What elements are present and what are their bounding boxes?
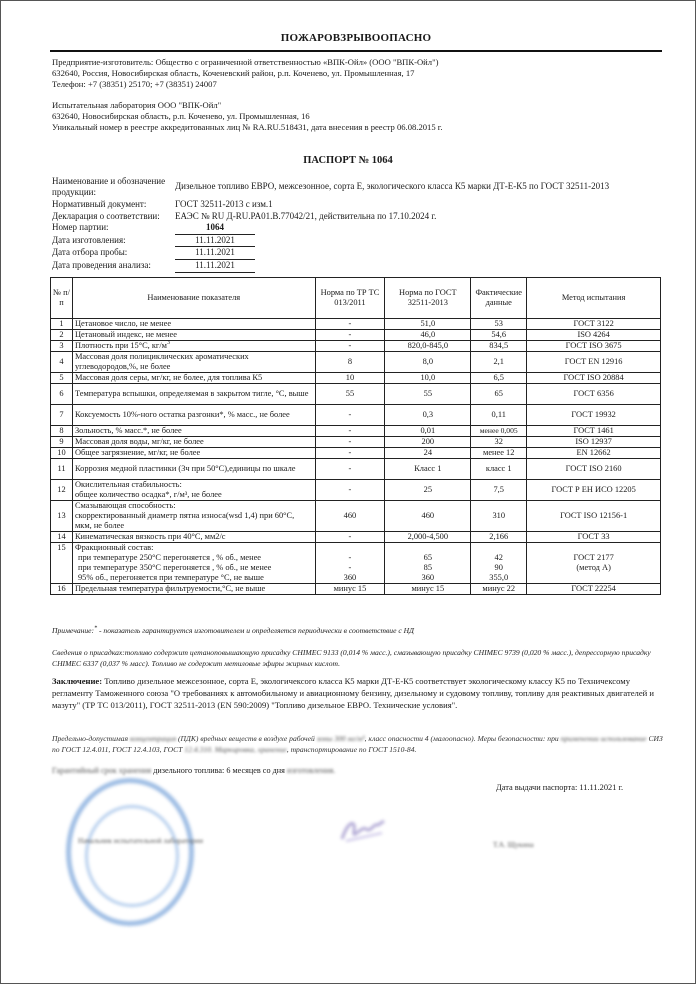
- row-actual: минус 22: [471, 584, 527, 595]
- row-actual: 32: [471, 437, 527, 448]
- row-name: [72, 480, 315, 501]
- sub-gost-2: 85: [423, 563, 432, 572]
- row-gost: минус 15: [385, 584, 471, 595]
- row-gost: 46,0: [385, 330, 471, 341]
- table-row: [51, 480, 661, 501]
- row-actual: 2,1: [471, 352, 527, 373]
- row-gost: Класс 1: [385, 459, 471, 480]
- laboratory-name: Испытательная лаборатория ООО "ВПК-Ойл": [52, 100, 222, 110]
- batch-label: Номер партии:: [52, 222, 109, 233]
- row-actual: 310: [471, 501, 527, 532]
- manufacture-date-label: Дата изготовления:: [52, 234, 126, 245]
- row-num: 1: [51, 319, 73, 330]
- sub-gost-3: 360: [421, 573, 435, 582]
- method-line2: (метод А): [576, 563, 611, 572]
- row-gost: 55: [385, 384, 471, 405]
- table-row: [51, 459, 661, 480]
- warranty-info: [52, 766, 335, 775]
- row-name-line1: Окислительная стабильность:: [74, 480, 182, 489]
- row-num: 9: [51, 437, 73, 448]
- row-actual: 54,6: [471, 330, 527, 341]
- stamp-inner-ring: [85, 805, 179, 907]
- declaration-label: Декларация о соответствии:: [52, 210, 160, 221]
- row-trts: 8: [315, 352, 385, 373]
- row-gost: 460: [385, 501, 471, 532]
- method-line1: ГОСТ 2177: [573, 553, 614, 562]
- row-gost: 51,0: [385, 319, 471, 330]
- row-actual: 53: [471, 319, 527, 330]
- row-method: ГОСТ 22254: [527, 584, 661, 595]
- row-gost: 25: [385, 480, 471, 501]
- row-method: ГОСТ 1461: [527, 426, 661, 437]
- table-row: [51, 352, 661, 373]
- row-method: ГОСТ ISO 20884: [527, 373, 661, 384]
- row-gost: 10,0: [385, 373, 471, 384]
- row-actual: 834,5: [471, 341, 527, 352]
- sub-actual-3: 355,0: [489, 573, 509, 582]
- row-method: ГОСТ 6356: [527, 384, 661, 405]
- header-actual: Фактические данные: [471, 278, 527, 319]
- table-row: [51, 373, 661, 384]
- warranty-text-blurred: Гарантийный срок хранения: [52, 766, 152, 775]
- product-label: Наименование и обозначение продукции:: [52, 176, 166, 197]
- safety-text-blurred: применении использование: [560, 734, 647, 743]
- row-gost: 820,0-845,0: [385, 341, 471, 352]
- row-gost: 8,0: [385, 352, 471, 373]
- passport-title: ПАСПОРТ № 1064: [303, 155, 393, 166]
- row-num: 8: [51, 426, 73, 437]
- row-num: 13: [51, 501, 73, 532]
- normative-value: ГОСТ 32511-2013 с изм.1: [175, 199, 273, 209]
- row-name: Кинематическая вязкость при 40°С, мм2/с: [72, 532, 315, 543]
- table-row: [51, 330, 661, 341]
- sub-actual-1: 42: [494, 553, 503, 562]
- row-gost: 24: [385, 448, 471, 459]
- signature-mark: [338, 815, 388, 845]
- table-row: [51, 584, 661, 595]
- position-label: Начальник испытательной лаборатории: [78, 836, 204, 845]
- row-trts: -: [315, 437, 385, 448]
- row-method: ГОСТ ISO 12156-1: [527, 501, 661, 532]
- manufacture-date-value: 11.11.2021: [175, 235, 255, 248]
- row-trts: -: [315, 459, 385, 480]
- sub-trts-1: -: [348, 553, 352, 562]
- sampling-date-label: Дата отбора пробы:: [52, 247, 128, 258]
- row-method: ГОСТ ISO 3675: [527, 341, 661, 352]
- row-trts: -: [315, 426, 385, 437]
- row-num: 12: [51, 480, 73, 501]
- header-norm-trts: Норма по ТР ТС 013/2011: [315, 278, 385, 319]
- safety-text: , класс опасности 4 (малоопасно). Меры безопасности: при: [364, 734, 561, 743]
- row-name-line1: Фракционный состав:: [74, 543, 154, 552]
- conclusion-label: Заключение:: [52, 676, 103, 686]
- table-row: [51, 543, 661, 584]
- row-actual: менее 12: [471, 448, 527, 459]
- specification-table: [50, 277, 661, 595]
- row-name: Зольность, % масс.*, не более: [72, 426, 315, 437]
- safety-text: Предельно-допустимая: [52, 734, 130, 743]
- row-trts: 460: [315, 501, 385, 532]
- product-value: Дизельное топливо ЕВРО, межсезонное, сорта Е, экологического класса К5 марки ДТ-Е-К5 по ГОСТ 32511-2013: [175, 181, 610, 191]
- row-actual: менее 0,005: [471, 426, 527, 437]
- header-num: № п/п: [51, 278, 73, 319]
- stamp-seal: [66, 778, 194, 926]
- row-num: 3: [51, 341, 73, 352]
- row-method: ISO 12937: [527, 437, 661, 448]
- row-trts: -: [315, 319, 385, 330]
- row-name: Массовая доля серы, мг/кг, не более, для топлива К5: [72, 373, 315, 384]
- table-row: [51, 384, 661, 405]
- row-name: [72, 341, 315, 352]
- footnote-label: Примечание:: [52, 626, 95, 635]
- sub-actual-2: 90: [494, 563, 503, 572]
- table-row: [51, 426, 661, 437]
- row-actual: 6,5: [471, 373, 527, 384]
- row-trts: 10: [315, 373, 385, 384]
- additives-info: Сведения о присадках:топливо содержит цетаноповышающую присадку CHIMEC 9133 (0,014 % масс.), смазывающую присадку CHIMEC 9739 (0,020 % масс.), депрессорную присадку CHIMEC 6337 (0,037 % масс). Топливо не содержит метиловые эфиры жирных кислот.: [52, 648, 651, 668]
- row-method: ГОСТ 33: [527, 532, 661, 543]
- table-row: [51, 405, 661, 426]
- row-actual: 2,166: [471, 532, 527, 543]
- row-actual: 7,5: [471, 480, 527, 501]
- manufacturer-address: 632640, Россия, Новосибирская область, Коченевский район, р.п. Коченево, ул. Промышленная, 17: [52, 68, 415, 78]
- row-method: ГОСТ EN 12916: [527, 352, 661, 373]
- sub-trts-2: -: [348, 563, 352, 572]
- row-actual: 0,11: [471, 405, 527, 426]
- safety-text-blurred: концентрация: [129, 734, 177, 743]
- hazard-divider: [50, 50, 662, 52]
- issue-date: Дата выдачи паспорта: 11.11.2021 г.: [496, 783, 624, 792]
- row-trts: 55: [315, 384, 385, 405]
- safety-text: (ПДК) вредных веществ в воздухе рабочей: [176, 734, 317, 743]
- row-gost: [385, 543, 471, 584]
- analysis-date-value: 11.11.2021: [175, 260, 255, 273]
- normative-label: Нормативный документ:: [52, 199, 147, 209]
- row-trts: [315, 543, 385, 584]
- analysis-date-label: Дата проведения анализа:: [52, 259, 151, 270]
- row-method: ГОСТ Р ЕН ИСО 12205: [527, 480, 661, 501]
- row-num: 2: [51, 330, 73, 341]
- row-num: 14: [51, 532, 73, 543]
- row-name-text: Плотность при 15°С, кг/м: [74, 341, 167, 350]
- row-name-sup: 3: [166, 340, 170, 347]
- row-trts: -: [315, 330, 385, 341]
- table-row: [51, 319, 661, 330]
- row-trts: -: [315, 480, 385, 501]
- row-actual: [471, 543, 527, 584]
- safety-text-blurred: 12.4.310. Маркировка, хранение: [184, 745, 287, 754]
- row-num: 6: [51, 384, 73, 405]
- row-method: ГОСТ ISO 2160: [527, 459, 661, 480]
- row-name: Предельная температура фильтруемости,°С, не выше: [72, 584, 315, 595]
- row-method: ГОСТ 3122: [527, 319, 661, 330]
- row-gost: 200: [385, 437, 471, 448]
- row-method: ISO 4264: [527, 330, 661, 341]
- warranty-text: дизельного топлива: 6 месяцев со дня: [151, 766, 287, 775]
- row-name: Коксуемость 10%-ного остатка разгонки*, % масс., не более: [72, 405, 315, 426]
- row-name: Коррозия медной пластинки (3ч при 50°С),единицы по шкале: [72, 459, 315, 480]
- row-name-line1: Смазывающая способность:: [74, 501, 176, 510]
- safety-info: [52, 733, 664, 755]
- table-row: [51, 437, 661, 448]
- table-row: [51, 341, 661, 352]
- row-name: Массовая доля воды, мг/кг, не более: [72, 437, 315, 448]
- row-trts: минус 15: [315, 584, 385, 595]
- row-num: 7: [51, 405, 73, 426]
- passport-info: [52, 176, 609, 273]
- table-header-row: [51, 278, 661, 319]
- row-name: Температура вспышки, определяемая в закрытом тигле, °С, выше: [72, 384, 315, 405]
- row-num: 16: [51, 584, 73, 595]
- header-name: Наименование показателя: [72, 278, 315, 319]
- footnote-text: - показатель гарантируется изготовителем и определяется периодически в соответствие с НД: [97, 626, 414, 635]
- row-num: 5: [51, 373, 73, 384]
- conclusion: [52, 675, 664, 711]
- safety-text: СИЗ по ГОСТ 12.4.011, ГОСТ 12.4.103, ГОСТ: [52, 734, 663, 754]
- row-name: Цетановый индекс, не менее: [72, 330, 315, 341]
- laboratory-block: [52, 100, 442, 133]
- footnote: Примечание:* - показатель гарантируется изготовителем и определяется периодически в соответствие с НД: [52, 625, 414, 635]
- row-method: ГОСТ 19932: [527, 405, 661, 426]
- row-trts: -: [315, 341, 385, 352]
- conclusion-text: Топливо дизельное межсезонное, сорта Е, экологичексого класса К5 марки ДТ-Е-К5 соответствует экологическому классу К5 по Техничексому регламенту Таможенного союза "О требованиях к автомобильному и авиационному бензину, дизельному и судовому топливу, топливу для реактивных двигателей и мазуту" (ТР ТС 013/2011), ГОСТ 32511-2013 (EN 590:2009) "Топливо дизельное ЕВРО. Технические условия".: [52, 676, 654, 710]
- batch-value: 1064: [175, 222, 255, 235]
- row-method: EN 12662: [527, 448, 661, 459]
- row-trts: -: [315, 405, 385, 426]
- row-trts: -: [315, 532, 385, 543]
- declaration-value: ЕАЭС № RU Д-RU.PA01.B.77042/21, действительна по 17.10.2024 г.: [175, 210, 437, 221]
- row-actual: класс 1: [471, 459, 527, 480]
- row-sub-2: при температуре 350°С перегоняется , % об., не менее: [77, 563, 272, 572]
- row-num: 10: [51, 448, 73, 459]
- row-method: [527, 543, 661, 584]
- row-actual: 65: [471, 384, 527, 405]
- row-gost: 0,3: [385, 405, 471, 426]
- row-trts: -: [315, 448, 385, 459]
- row-name: Цетановое число, не менее: [72, 319, 315, 330]
- row-name: Массовая доля полициклических ароматических углеводородов,%, не более: [72, 352, 315, 373]
- manufacturer-block: [52, 57, 438, 90]
- row-gost: 2,000-4,500: [385, 532, 471, 543]
- safety-text-blurred: зоны 300 мг/м³: [316, 734, 365, 743]
- sub-gost-1: 65: [423, 553, 432, 562]
- manufacturer-phone: Телефон: +7 (38351) 25170; +7 (38351) 24007: [52, 79, 217, 89]
- table-row: [51, 532, 661, 543]
- row-num: 11: [51, 459, 73, 480]
- warranty-text-blurred: изготовления.: [286, 766, 336, 775]
- row-gost: 0,01: [385, 426, 471, 437]
- row-name: [72, 501, 315, 532]
- sampling-date-value: 11.11.2021: [175, 247, 255, 260]
- safety-text: , транспортирование по ГОСТ 1510-84.: [286, 745, 417, 754]
- laboratory-accreditation: Уникальный номер в реестре аккредитованных лиц № RA.RU.518431, дата внесения в реестр 06.08.2015 г.: [52, 122, 443, 132]
- laboratory-address: 632640, Новосибирская область, р.п. Коченево, ул. Промышленная, 16: [52, 111, 310, 121]
- row-name: Общее загрязнение, мг/кг, не более: [72, 448, 315, 459]
- row-name: [72, 543, 315, 584]
- row-name-line2: общее количество осадка*, г/м³, не более: [74, 490, 222, 499]
- row-num: 4: [51, 352, 73, 373]
- row-sub-1: при температуре 250°С перегоняется , % об., менее: [77, 553, 262, 562]
- hazard-label: ПОЖАРОВЗРЫВООПАСНО: [280, 32, 432, 44]
- header-method: Метод испытания: [527, 278, 661, 319]
- header-norm-gost: Норма по ГОСТ 32511-2013: [385, 278, 471, 319]
- row-num: 15: [51, 543, 73, 584]
- signer-name: Т.А. Щукина: [493, 840, 534, 849]
- table-row: [51, 501, 661, 532]
- manufacturer-name: Предприятие-изготовитель: Общество с ограниченной ответственностью «ВПК-Ойл» (ООО "ВПК-Ойл"): [52, 57, 439, 67]
- row-sub-3: 95% об., перегоняется при температуре °С, не выше: [77, 573, 264, 582]
- sub-trts-3: 360: [343, 573, 357, 582]
- table-row: [51, 448, 661, 459]
- row-name-line2: скорректированный диаметр пятна износа(wsd 1,4) при 60°С, мкм, не более: [74, 511, 295, 530]
